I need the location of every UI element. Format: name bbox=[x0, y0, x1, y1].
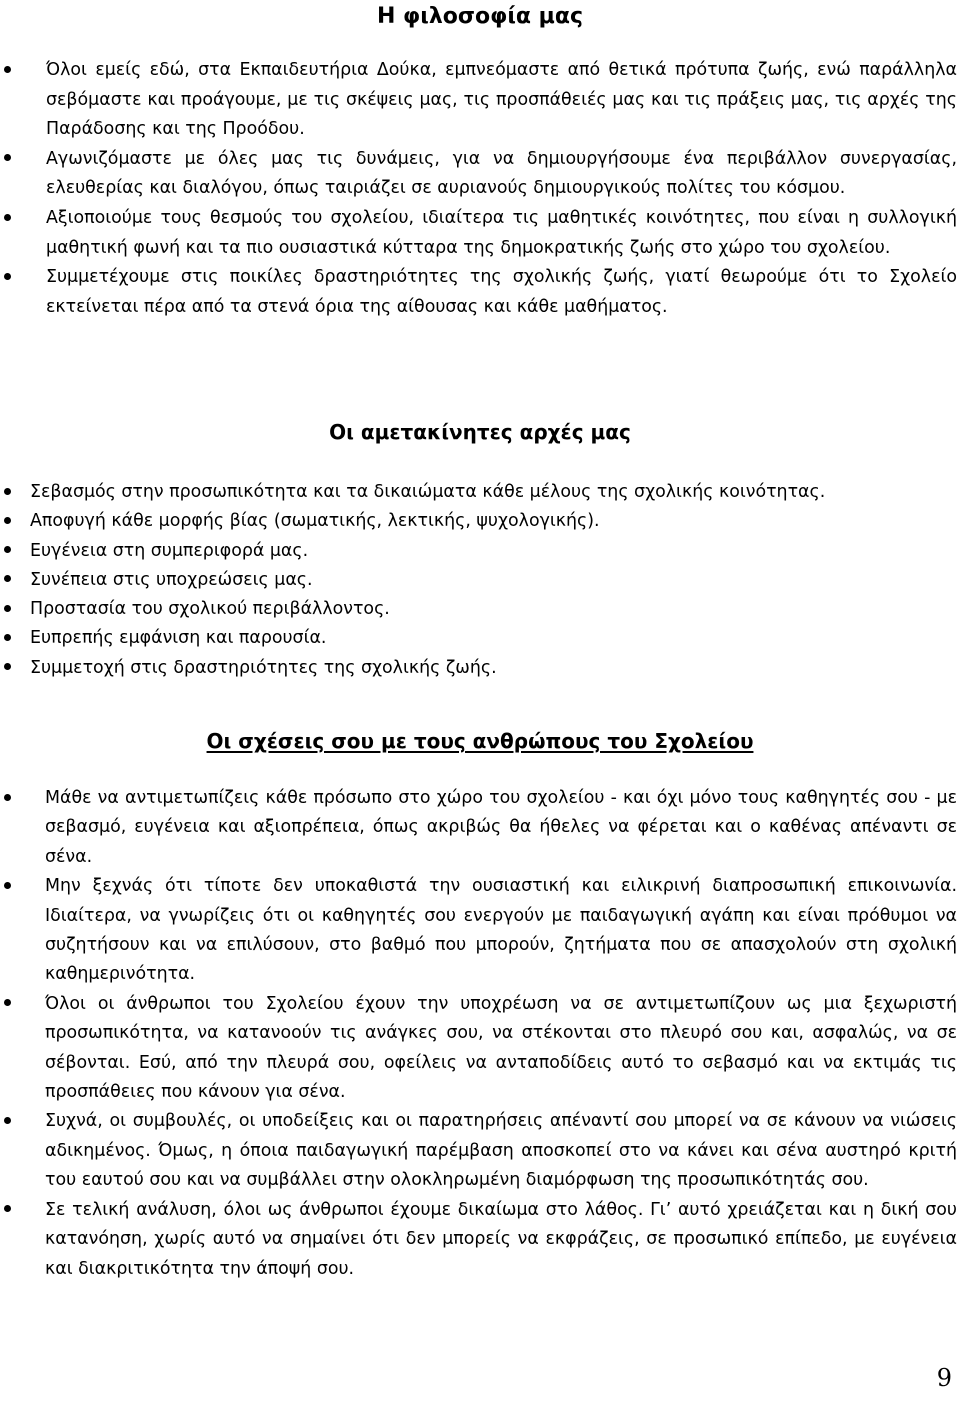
principles-title: Οι αμετακίνητες αρχές μας bbox=[329, 420, 631, 444]
list-item: Συχνά, οι συμβουλές, οι υποδείξεις και οι παρατηρήσεις απέναντί σου μπορεί να σε κάνουν να νιώσεις αδικημένος. Όμως, η όποια παιδαγωγική παρέμβαση αποσκοπεί στο να κάνει και σένα αυστηρό κριτή του εαυτού σου και να συμβάλλει στην ολοκληρωμένη διαμόρφωση της προσωπικότητάς σου. bbox=[45, 1107, 957, 1195]
list-item: Αξιοποιούμε τους θεσμούς του σχολείου, ιδιαίτερα τις μαθητικές κοινότητες, που είναι η συλλογική μαθητική φωνή και τα πιο ουσιαστικά κύτταρα της δημοκρατικής ζωής στο χώρο του σχολείου. bbox=[30, 204, 957, 263]
list-item: Αγωνιζόμαστε με όλες μας τις δυνάμεις, για να δημιουργήσουμε ένα περιβάλλον συνεργασίας, ελευθερίας και διαλόγου, όπως ταιριάζει σε αυριανούς δημιουργικούς πολίτες του κόσμου. bbox=[30, 145, 957, 204]
list-item: Ευπρεπής εμφάνιση και παρουσία. bbox=[30, 624, 957, 653]
list-item: Όλοι εμείς εδώ, στα Εκπαιδευτήρια Δούκα, εμπνεόμαστε από θετικά πρότυπα ζωής, ενώ παράλληλα σεβόμαστε και προάγουμε, με τις σκέψεις μας, τις προσπάθειές μας και τις πράξεις μας, τις αρχές της Παράδοσης και της Προόδου. bbox=[30, 56, 957, 145]
page-number: 9 bbox=[936, 1364, 952, 1392]
list-item: Προστασία του σχολικού περιβάλλοντος. bbox=[30, 595, 957, 624]
list-item: Ευγένεια στη συμπεριφορά μας. bbox=[30, 537, 957, 566]
principles-list bbox=[30, 478, 957, 683]
philosophy-title: Η φιλοσοφία μας bbox=[376, 4, 584, 29]
list-item: Σεβασμός στην προσωπικότητα και τα δικαιώματα κάθε μέλους της σχολικής κοινότητας. bbox=[30, 478, 957, 507]
relations-list bbox=[45, 784, 957, 1284]
list-item: Συμμετοχή στις δραστηριότητες της σχολικής ζωής. bbox=[30, 654, 957, 683]
list-item: Συνέπεια στις υποχρεώσεις μας. bbox=[30, 566, 957, 595]
relations-title bbox=[0, 729, 960, 753]
list-item: Συμμετέχουμε στις ποικίλες δραστηριότητες της σχολικής ζωής, γιατί θεωρούμε ότι το Σχολείο εκτείνεται πέρα από τα στενά όρια της αίθουσας και κάθε μαθήματος. bbox=[30, 263, 957, 322]
list-item: Σε τελική ανάλυση, όλοι ως άνθρωποι έχουμε δικαίωμα στο λάθος. Γι’ αυτό χρειάζεται και η δική σου κατανόηση, χωρίς αυτό να σημαίνει ότι δεν μπορείς να εκφράζεις, σε προσωπικό επίπεδο, με ευγένεια και διακριτικότητα την άποψή σου. bbox=[45, 1196, 957, 1284]
philosophy-list bbox=[30, 56, 957, 322]
relations-title-text: Οι σχέσεις σου με τους ανθρώπους του Σχολείου bbox=[206, 729, 754, 753]
list-item: Όλοι οι άνθρωποι του Σχολείου έχουν την υποχρέωση να σε αντιμετωπίζουν ως μια ξεχωριστή προσωπικότητα, να κατανοούν τις ανάγκες σου, να στέκονται στο πλευρό σου και, ασφαλώς, να σε σέβονται. Εσύ, από την πλευρά σου, οφείλεις να ανταποδίδεις αυτό το σεβασμό και να εκτιμάς τις προσπάθειες που κάνουν για σένα. bbox=[45, 990, 957, 1108]
list-item: Αποφυγή κάθε μορφής βίας (σωματικής, λεκτικής, ψυχολογικής). bbox=[30, 507, 957, 536]
list-item: Μάθε να αντιμετωπίζεις κάθε πρόσωπο στο χώρο του σχολείου - και όχι μόνο τους καθηγητές σου - με σεβασμό, ευγένεια και αξιοπρέπεια, όπως ακριβώς θα ήθελες να φέρεται και ο καθένας απέναντι σε σένα. bbox=[45, 784, 957, 872]
list-item: Μην ξεχνάς ότι τίποτε δεν υποκαθιστά την ουσιαστική και ειλικρινή διαπροσωπική επικοινωνία. Ιδιαίτερα, να γνωρίζεις ότι οι καθηγητές σου ενεργούν με παιδαγωγική αγάπη και είναι πρόθυμοι να συζητήσουν και να επιλύσουν, στο βαθμό που μπορούν, ζητήματα που σε απασχολούν στη σχολική καθημερινότητα. bbox=[45, 872, 957, 990]
